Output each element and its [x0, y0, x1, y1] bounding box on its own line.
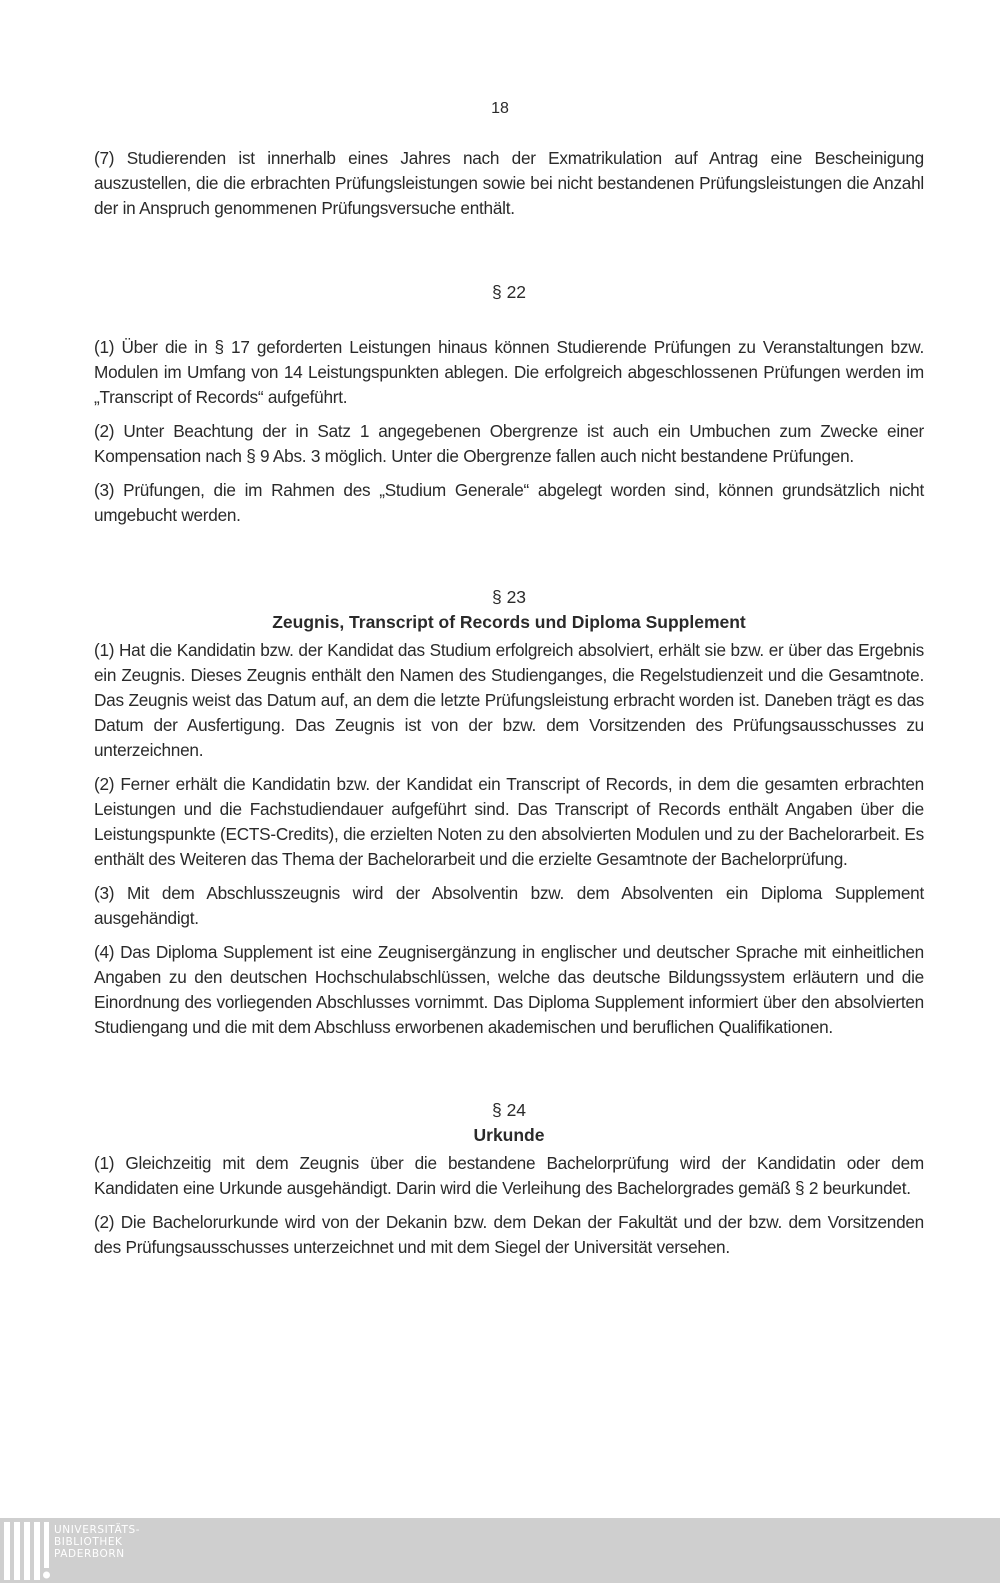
library-logo[interactable]	[4, 1522, 144, 1580]
section-24-heading: § 24	[491, 1100, 527, 1120]
spacer	[94, 1049, 924, 1098]
section-22-paragraph-2: (2) Unter Beachtung der in Satz 1 angegebenen Obergrenze ist auch ein Umbuchen zum Zwecke einer Kompensation nach § 9 Abs. 3 möglich. Unter die Obergrenze fallen auch nicht bestandene Prüfungen.	[94, 421, 924, 466]
spacer	[94, 537, 924, 585]
section-23-paragraph-4: (4) Das Diploma Supplement ist eine Zeugnisergänzung in englischer und deutscher Sprache mit einheitlichen Angaben zu den deutschen Hochschulabschlüssen, welche das deutsche Bildungssystem erläutern und die Einordnung des vorliegenden Abschlusses vornimmt. Das Diploma Supplement informiert über den absolvierten Studiengang und die mit dem Abschluss erworbenen akademischen und beruflichen Qualifikationen.	[94, 942, 924, 1037]
section-23-paragraph-2: (2) Ferner erhält die Kandidatin bzw. der Kandidat ein Transcript of Records, in dem die gesamten erbrachten Leistungen und die Fachstudiendauer aufgeführt sind. Das Transcript of Records enthält Angaben über die Leistungspunkte (ECTS-Credits), die erzielten Noten zu den absolvierten Modulen und zu der Bachelorarbeit. Es enthält des Weiteren das Thema der Bachelorarbeit und die erzielte Gesamtnote der Bachelorprüfung.	[94, 774, 924, 869]
section-22-paragraph-3: (3) Prüfungen, die im Rahmen des „Studium Generale“ abgelegt worden sind, können grundsätzlich nicht umgebucht werden.	[94, 480, 924, 525]
logo-line-1: UNIVERSITÄTS-	[54, 1524, 141, 1536]
library-footer-bar	[0, 1518, 1000, 1583]
spacer	[94, 230, 924, 280]
library-logo-text	[54, 1524, 140, 1560]
page-number: 18	[491, 100, 509, 117]
logo-line-3: PADERBORN	[54, 1548, 125, 1560]
section-23-title: Zeugnis, Transcript of Records und Diploma Supplement	[272, 612, 746, 632]
library-logo-icon	[4, 1522, 52, 1580]
paragraph-7: (7) Studierenden ist innerhalb eines Jahres nach der Exmatrikulation auf Antrag eine Bescheinigung auszustellen, die die erbrachten Prüfungsleistungen sowie bei nicht bestandenen Prüfungsleistungen die Anzahl der in Anspruch genommenen Prüfungsversuche enthält.	[94, 148, 924, 218]
section-24-paragraph-2: (2) Die Bachelorurkunde wird von der Dekanin bzw. dem Dekan der Fakultät und der bzw. dem Vorsitzenden des Prüfungsausschusses unterzeichnet und mit dem Siegel der Universität versehen.	[94, 1212, 924, 1257]
logo-line-2: BIBLIOTHEK	[54, 1536, 123, 1548]
section-24-title: Urkunde	[473, 1125, 545, 1145]
section-24-paragraph-1: (1) Gleichzeitig mit dem Zeugnis über die bestandene Bachelorprüfung wird der Kandidatin oder dem Kandidaten eine Urkunde ausgehändigt. Darin wird die Verleihung des Bachelorgrades gemäß § 2 beurkundet.	[94, 1153, 924, 1198]
section-22-heading: § 22	[491, 282, 527, 302]
section-23-paragraph-1: (1) Hat die Kandidatin bzw. der Kandidat das Studium erfolgreich absolviert, erhält sie bzw. er über das Ergebnis ein Zeugnis. Dieses Zeugnis enthält den Namen des Studienganges, die Regelstudienzeit und die Gesamtnote. Das Zeugnis weist das Datum auf, an dem die letzte Prüfungsleistung erbracht worden ist. Daneben trägt es das Datum der Ausfertigung. Das Zeugnis ist von der bzw. dem Vorsitzenden des Prüfungsausschusses zu unterzeichnen.	[94, 640, 924, 760]
section-23-paragraph-3: (3) Mit dem Abschlusszeugnis wird der Absolventin bzw. dem Absolventen ein Diploma Supplement ausgehändigt.	[94, 883, 924, 928]
document-body	[94, 146, 924, 1269]
section-22-paragraph-1: (1) Über die in § 17 geforderten Leistungen hinaus können Studierende Prüfungen zu Veranstaltungen bzw. Modulen im Umfang von 14 Leistungspunkten ablegen. Die erfolgreich abgeschlossenen Prüfungen werden im „Transcript of Records“ aufgeführt.	[94, 337, 924, 407]
section-23-heading: § 23	[491, 587, 527, 607]
